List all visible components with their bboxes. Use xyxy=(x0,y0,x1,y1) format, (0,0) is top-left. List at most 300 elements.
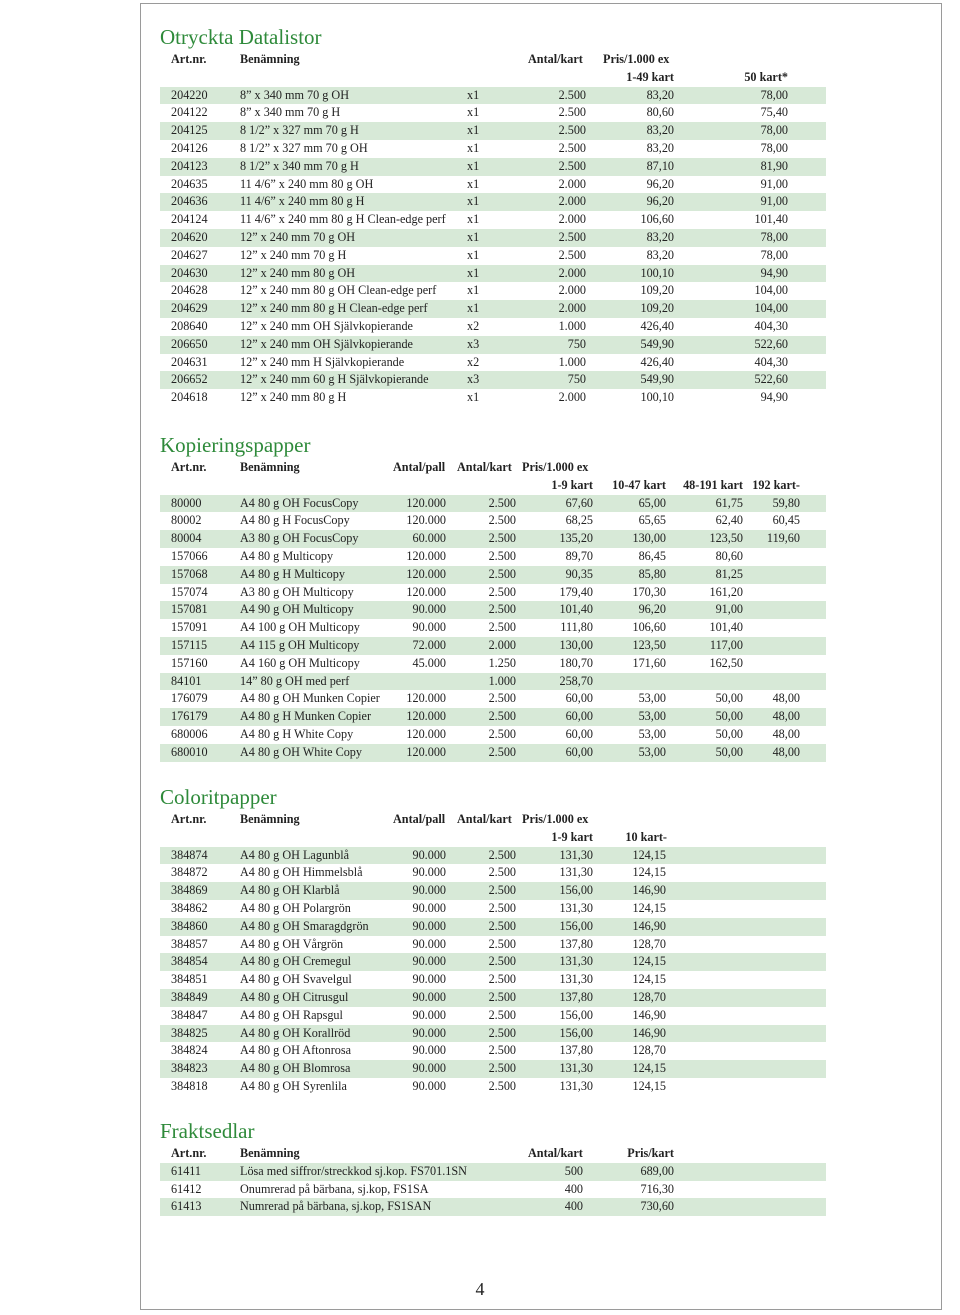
cell-antal-pall: 120.000 xyxy=(406,566,446,581)
cell-benamning: 12” x 240 mm 70 g OH xyxy=(240,229,356,244)
subheader-3: 48-191 kart xyxy=(683,477,743,492)
cell-pris-50: 104,00 xyxy=(754,283,788,298)
cell-pris-1-9: 131,30 xyxy=(559,954,593,969)
cell-antal-kart: x1 xyxy=(467,140,480,155)
cell-art-nr: 384872 xyxy=(171,865,208,880)
cell-benamning: 12” x 240 mm 80 g OH xyxy=(240,265,356,280)
cell-pris-50: 78,00 xyxy=(760,229,788,244)
cell-pris-50: 91,00 xyxy=(760,194,788,209)
cell-antal-pall: 90.000 xyxy=(412,1043,446,1058)
cell-art-nr: 157074 xyxy=(171,584,208,599)
cell-antal-ex: 2.500 xyxy=(558,229,586,244)
cell-art-nr: 680010 xyxy=(171,744,208,759)
cell-pris-1-49: 109,20 xyxy=(640,283,674,298)
cell-pris-48-191: 50,00 xyxy=(715,744,743,759)
cell-benamning: A4 80 g OH Korallröd xyxy=(240,1025,351,1040)
cell-art-nr: 384818 xyxy=(171,1078,208,1093)
cell-pris-10: 146,90 xyxy=(632,1025,666,1040)
table-row xyxy=(160,953,826,971)
cell-pris-50: 404,30 xyxy=(754,318,788,333)
cell-pris-1-9: 101,40 xyxy=(559,602,593,617)
cell-antal-pall: 90.000 xyxy=(412,1007,446,1022)
cell-benamning: 12” x 240 mm OH Självkopierande xyxy=(240,336,413,351)
cell-antal-pall: 120.000 xyxy=(406,495,446,510)
cell-art-nr: 384874 xyxy=(171,847,208,862)
cell-antal-kart: 2.500 xyxy=(488,847,516,862)
cell-benamning: A4 80 g OH Citrusgul xyxy=(240,989,349,1004)
cell-pris-1-9: 137,80 xyxy=(559,1043,593,1058)
cell-pris-50: 104,00 xyxy=(754,301,788,316)
cell-antal-kart: 2.500 xyxy=(488,548,516,563)
cell-benamning: A4 80 g OH Lagunblå xyxy=(240,847,349,862)
cell-antal-pall: 90.000 xyxy=(412,1025,446,1040)
table-row xyxy=(160,882,826,900)
cell-benamning: 8” x 340 mm 70 g H xyxy=(240,105,341,120)
header-benamning: Benämning xyxy=(240,812,300,826)
cell-antal-kart: x1 xyxy=(467,123,480,138)
table-row xyxy=(160,566,826,584)
cell-pris-1-9: 131,30 xyxy=(559,1078,593,1093)
cell-pris-1-49: 549,90 xyxy=(640,336,674,351)
cell-pris-48-191: 50,00 xyxy=(715,726,743,741)
table-header xyxy=(160,1145,826,1163)
cell-antal-kart: 500 xyxy=(564,1163,583,1178)
cell-pris-10-47: 171,60 xyxy=(632,655,666,670)
cell-antal-kart: x2 xyxy=(467,354,480,369)
cell-antal-pall: 90.000 xyxy=(412,1078,446,1093)
table-row xyxy=(160,354,826,372)
cell-art-nr: 204630 xyxy=(171,265,208,280)
cell-pris-1-9: 156,00 xyxy=(559,883,593,898)
cell-antal-kart: 2.500 xyxy=(488,918,516,933)
cell-pris-48-191: 81,25 xyxy=(715,566,743,581)
table-body xyxy=(160,495,826,762)
header-artnr: Art.nr. xyxy=(171,52,207,66)
table-row xyxy=(160,1078,826,1096)
cell-pris-1-49: 83,20 xyxy=(646,247,674,262)
table-subheader xyxy=(160,477,826,495)
cell-benamning: A3 80 g OH Multicopy xyxy=(240,584,354,599)
cell-benamning: A4 80 g H White Copy xyxy=(240,726,354,741)
table-row xyxy=(160,176,826,194)
table-header xyxy=(160,51,826,69)
cell-art-nr: 204126 xyxy=(171,140,208,155)
cell-pris-1-49: 426,40 xyxy=(640,354,674,369)
cell-antal-kart: x3 xyxy=(467,372,480,387)
cell-pris-10-47: 85,80 xyxy=(638,566,666,581)
cell-art-nr: 384862 xyxy=(171,900,208,915)
cell-art-nr: 204636 xyxy=(171,194,208,209)
cell-antal-ex: 2.000 xyxy=(558,212,586,227)
subheader-1: 1-49 kart xyxy=(626,69,674,84)
cell-antal-pall: 90.000 xyxy=(412,954,446,969)
cell-antal-kart: 2.500 xyxy=(488,954,516,969)
cell-art-nr: 384860 xyxy=(171,918,208,933)
cell-antal-kart: 2.500 xyxy=(488,513,516,528)
cell-art-nr: 80004 xyxy=(171,531,202,546)
table-row xyxy=(160,989,826,1007)
cell-benamning: A4 80 g OH Cremegul xyxy=(240,954,352,969)
cell-pris-192: 48,00 xyxy=(772,691,800,706)
cell-art-nr: 204124 xyxy=(171,212,208,227)
cell-pris-50: 81,90 xyxy=(760,158,788,173)
cell-pris-1-9: 135,20 xyxy=(559,531,593,546)
section-kopieringspapper xyxy=(160,432,826,762)
header-antal-pall: Antal/pall xyxy=(393,812,446,826)
cell-pris-10-47: 53,00 xyxy=(638,691,666,706)
cell-art-nr: 680006 xyxy=(171,726,208,741)
table-row xyxy=(160,229,826,247)
cell-benamning: 8 1/2” x 327 mm 70 g H xyxy=(240,123,359,138)
table-row xyxy=(160,726,826,744)
cell-antal-pall: 72.000 xyxy=(412,637,446,652)
cell-pris-1-9: 60,00 xyxy=(565,726,593,741)
table-row xyxy=(160,140,826,158)
subheader-1: 1-9 kart xyxy=(551,477,593,492)
cell-antal-kart: 400 xyxy=(564,1199,583,1214)
cell-benamning: A4 80 g OH Polargrön xyxy=(240,900,351,915)
table-row xyxy=(160,193,826,211)
cell-art-nr: 206652 xyxy=(171,372,208,387)
table-body xyxy=(160,847,826,1096)
cell-pris-10: 124,15 xyxy=(632,972,666,987)
table-row xyxy=(160,601,826,619)
page-number: 4 xyxy=(475,1279,485,1299)
cell-pris-1-49: 106,60 xyxy=(640,212,674,227)
table-body xyxy=(160,1163,826,1216)
table-subheader xyxy=(160,69,826,87)
header-antal-kart: Antal/kart xyxy=(528,1146,583,1160)
table-header xyxy=(160,811,826,829)
cell-antal-kart: 2.500 xyxy=(488,972,516,987)
cell-art-nr: 61413 xyxy=(171,1199,202,1214)
cell-benamning: Onumrerad på bärbana, sj.kop, FS1SA xyxy=(240,1181,429,1196)
cell-pris-192: 48,00 xyxy=(772,709,800,724)
cell-art-nr: 80002 xyxy=(171,513,202,528)
cell-benamning: A4 80 g H Munken Copier xyxy=(240,709,372,724)
table-row xyxy=(160,1025,826,1043)
cell-pris-48-191: 50,00 xyxy=(715,709,743,724)
cell-pris-1-9: 156,00 xyxy=(559,1025,593,1040)
cell-antal-kart: x1 xyxy=(467,247,480,262)
section-fraktsedlar xyxy=(160,1118,826,1216)
cell-antal-pall: 60.000 xyxy=(412,531,446,546)
cell-pris-48-191: 91,00 xyxy=(715,602,743,617)
cell-pris-1-9: 137,80 xyxy=(559,989,593,1004)
cell-antal-kart: 2.500 xyxy=(488,584,516,599)
header-pris: Pris/1.000 ex xyxy=(522,812,589,826)
cell-art-nr: 204635 xyxy=(171,176,208,191)
cell-antal-ex: 1.000 xyxy=(558,318,586,333)
cell-pris-1-9: 131,30 xyxy=(559,972,593,987)
cell-pris-48-191: 101,40 xyxy=(709,620,743,635)
cell-pris-kart: 689,00 xyxy=(640,1163,674,1178)
table-row xyxy=(160,104,826,122)
cell-pris-1-9: 131,30 xyxy=(559,865,593,880)
cell-art-nr: 204125 xyxy=(171,123,208,138)
cell-antal-kart: x1 xyxy=(467,176,480,191)
cell-pris-1-49: 83,20 xyxy=(646,140,674,155)
header-pris: Pris/1.000 ex xyxy=(603,52,670,66)
cell-pris-50: 78,00 xyxy=(760,123,788,138)
section-title: Fraktsedlar xyxy=(160,1119,255,1143)
cell-antal-ex: 2.000 xyxy=(558,301,586,316)
cell-antal-ex: 2.000 xyxy=(558,194,586,209)
cell-art-nr: 384824 xyxy=(171,1043,208,1058)
cell-pris-50: 94,90 xyxy=(760,265,788,280)
cell-benamning: A4 115 g OH Multicopy xyxy=(240,637,360,652)
cell-pris-48-191: 162,50 xyxy=(709,655,743,670)
cell-pris-1-49: 83,20 xyxy=(646,229,674,244)
cell-benamning: A4 80 g OH White Copy xyxy=(240,744,362,759)
cell-antal-kart: 2.500 xyxy=(488,495,516,510)
cell-benamning: A4 80 g OH Vårgrön xyxy=(240,936,344,951)
cell-art-nr: 384869 xyxy=(171,883,208,898)
cell-pris-10: 124,15 xyxy=(632,865,666,880)
section-otryckta-datalistor xyxy=(160,24,826,407)
cell-benamning: A4 80 g OH Klarblå xyxy=(240,883,340,898)
cell-benamning: A4 80 g H Multicopy xyxy=(240,566,345,581)
cell-antal-ex: 1.000 xyxy=(558,354,586,369)
cell-pris-1-9: 137,80 xyxy=(559,936,593,951)
table-row xyxy=(160,548,826,566)
cell-antal-kart: 2.500 xyxy=(488,1007,516,1022)
cell-art-nr: 176179 xyxy=(171,709,208,724)
cell-art-nr: 61411 xyxy=(171,1163,202,1178)
cell-pris-10: 124,15 xyxy=(632,1061,666,1076)
cell-antal-pall: 90.000 xyxy=(412,883,446,898)
cell-pris-10: 146,90 xyxy=(632,1007,666,1022)
cell-antal-pall: 90.000 xyxy=(412,918,446,933)
cell-antal-kart: 2.500 xyxy=(488,865,516,880)
table-row xyxy=(160,584,826,602)
cell-antal-ex: 2.500 xyxy=(558,140,586,155)
cell-pris-1-9: 131,30 xyxy=(559,900,593,915)
cell-pris-48-191: 161,20 xyxy=(709,584,743,599)
cell-art-nr: 157115 xyxy=(171,637,208,652)
cell-antal-pall: 90.000 xyxy=(412,900,446,915)
cell-pris-1-9: 60,00 xyxy=(565,744,593,759)
cell-benamning: A4 80 g Multicopy xyxy=(240,548,334,563)
cell-pris-1-49: 100,10 xyxy=(640,265,674,280)
cell-pris-10-47: 106,60 xyxy=(632,620,666,635)
cell-pris-10: 128,70 xyxy=(632,1043,666,1058)
cell-art-nr: 208640 xyxy=(171,318,208,333)
cell-art-nr: 384825 xyxy=(171,1025,208,1040)
table-row xyxy=(160,158,826,176)
cell-pris-1-49: 83,20 xyxy=(646,123,674,138)
cell-art-nr: 206650 xyxy=(171,336,208,351)
table-row xyxy=(160,1181,826,1199)
cell-antal-kart: 2.500 xyxy=(488,1043,516,1058)
cell-pris-1-49: 83,20 xyxy=(646,87,674,102)
cell-pris-1-49: 549,90 xyxy=(640,372,674,387)
cell-pris-kart: 730,60 xyxy=(640,1199,674,1214)
cell-antal-pall: 90.000 xyxy=(412,989,446,1004)
cell-pris-50: 78,00 xyxy=(760,247,788,262)
subheader-2: 50 kart* xyxy=(744,69,788,84)
cell-pris-1-49: 109,20 xyxy=(640,301,674,316)
table-row xyxy=(160,619,826,637)
cell-pris-48-191: 123,50 xyxy=(709,531,743,546)
table-row xyxy=(160,247,826,265)
table-row xyxy=(160,389,826,407)
table-row xyxy=(160,1163,826,1181)
table-row xyxy=(160,918,826,936)
cell-antal-kart: 2.500 xyxy=(488,566,516,581)
cell-pris-10-47: 170,30 xyxy=(632,584,666,599)
cell-pris-1-49: 426,40 xyxy=(640,318,674,333)
cell-antal-kart: 400 xyxy=(564,1181,583,1196)
cell-benamning: A4 80 g OH Blomrosa xyxy=(240,1061,351,1076)
cell-art-nr: 204620 xyxy=(171,229,208,244)
header-benamning: Benämning xyxy=(240,1146,300,1160)
cell-antal-pall: 90.000 xyxy=(412,602,446,617)
table-row xyxy=(160,971,826,989)
section-title: Otryckta Datalistor xyxy=(160,25,322,49)
cell-antal-pall: 120.000 xyxy=(406,513,446,528)
cell-pris-10-47: 53,00 xyxy=(638,709,666,724)
section-title: Coloritpapper xyxy=(160,785,277,809)
header-artnr: Art.nr. xyxy=(171,812,207,826)
table-body xyxy=(160,87,826,407)
cell-pris-192: 60,45 xyxy=(772,513,800,528)
cell-pris-10-47: 65,00 xyxy=(638,495,666,510)
cell-antal-kart: 2.500 xyxy=(488,531,516,546)
cell-pris-10-47: 123,50 xyxy=(632,637,666,652)
cell-pris-192: 48,00 xyxy=(772,744,800,759)
cell-pris-10-47: 96,20 xyxy=(638,602,666,617)
subheader-1: 1-9 kart xyxy=(551,829,593,844)
cell-antal-kart: 2.500 xyxy=(488,691,516,706)
table-row xyxy=(160,1198,826,1216)
cell-pris-192: 48,00 xyxy=(772,726,800,741)
cell-antal-ex: 2.500 xyxy=(558,105,586,120)
cell-benamning: 11 4/6” x 240 mm 80 g OH xyxy=(240,176,374,191)
cell-benamning: A4 80 g OH Aftonrosa xyxy=(240,1043,352,1058)
cell-antal-pall: 90.000 xyxy=(412,936,446,951)
cell-benamning: 11 4/6” x 240 mm 80 g H Clean-edge perf xyxy=(240,212,446,227)
table-row xyxy=(160,936,826,954)
cell-benamning: A4 90 g OH Multicopy xyxy=(240,602,354,617)
cell-antal-kart: x1 xyxy=(467,390,480,405)
cell-antal-kart: x1 xyxy=(467,87,480,102)
table-row xyxy=(160,900,826,918)
cell-antal-kart: 2.500 xyxy=(488,1061,516,1076)
cell-antal-kart: x1 xyxy=(467,105,480,120)
cell-antal-kart: 2.500 xyxy=(488,989,516,1004)
header-antal-kart: Antal/kart xyxy=(528,52,583,66)
cell-art-nr: 157066 xyxy=(171,548,208,563)
cell-pris-10-47: 65,65 xyxy=(638,513,666,528)
cell-benamning: 12” x 240 mm H Självkopierande xyxy=(240,354,405,369)
cell-benamning: A4 160 g OH Multicopy xyxy=(240,655,360,670)
cell-antal-kart: 1.250 xyxy=(488,655,516,670)
cell-pris-10: 124,15 xyxy=(632,954,666,969)
cell-antal-kart: 2.500 xyxy=(488,1078,516,1093)
cell-pris-1-9: 156,00 xyxy=(559,1007,593,1022)
cell-benamning: 8 1/2” x 327 mm 70 g OH xyxy=(240,140,368,155)
cell-art-nr: 384857 xyxy=(171,936,208,951)
cell-pris-10: 128,70 xyxy=(632,989,666,1004)
cell-pris-50: 75,40 xyxy=(760,105,788,120)
cell-pris-50: 94,90 xyxy=(760,390,788,405)
cell-art-nr: 61412 xyxy=(171,1181,202,1196)
cell-antal-pall: 90.000 xyxy=(412,1061,446,1076)
cell-antal-kart: 2.500 xyxy=(488,620,516,635)
cell-antal-ex: 2.000 xyxy=(558,265,586,280)
header-pris: Pris/1.000 ex xyxy=(522,460,589,474)
table-row xyxy=(160,282,826,300)
cell-antal-pall: 90.000 xyxy=(412,620,446,635)
cell-benamning: A3 80 g OH FocusCopy xyxy=(240,531,359,546)
cell-antal-ex: 2.000 xyxy=(558,390,586,405)
table-row xyxy=(160,530,826,548)
cell-pris-1-9: 67,60 xyxy=(565,495,593,510)
table-row xyxy=(160,637,826,655)
cell-benamning: A4 80 g OH FocusCopy xyxy=(240,495,359,510)
cell-benamning: A4 100 g OH Multicopy xyxy=(240,620,360,635)
cell-antal-kart: 2.500 xyxy=(488,709,516,724)
cell-benamning: A4 80 g OH Syrenlila xyxy=(240,1078,347,1093)
cell-art-nr: 204631 xyxy=(171,354,208,369)
cell-pris-1-49: 96,20 xyxy=(646,194,674,209)
cell-art-nr: 384854 xyxy=(171,954,208,969)
cell-antal-ex: 2.500 xyxy=(558,158,586,173)
cell-pris-1-9: 130,00 xyxy=(559,637,593,652)
cell-antal-ex: 2.500 xyxy=(558,247,586,262)
cell-antal-pall: 120.000 xyxy=(406,584,446,599)
cell-pris-50: 522,60 xyxy=(754,336,788,351)
section-coloritpapper xyxy=(160,784,826,1096)
cell-pris-10-47: 130,00 xyxy=(632,531,666,546)
cell-art-nr: 204628 xyxy=(171,283,208,298)
cell-pris-1-9: 90,35 xyxy=(565,566,593,581)
cell-antal-kart: 2.000 xyxy=(488,637,516,652)
table-row xyxy=(160,300,826,318)
cell-antal-pall: 45.000 xyxy=(412,655,446,670)
cell-antal-pall: 90.000 xyxy=(412,847,446,862)
header-benamning: Benämning xyxy=(240,460,300,474)
cell-pris-192: 119,60 xyxy=(766,531,800,546)
cell-benamning: A4 80 g OH Himmelsblå xyxy=(240,865,363,880)
cell-antal-kart: 2.500 xyxy=(488,900,516,915)
cell-antal-kart: x3 xyxy=(467,336,480,351)
cell-pris-192: 59,80 xyxy=(772,495,800,510)
cell-art-nr: 157068 xyxy=(171,566,208,581)
cell-art-nr: 204220 xyxy=(171,87,208,102)
cell-benamning: A4 80 g H FocusCopy xyxy=(240,513,350,528)
cell-antal-kart: 2.500 xyxy=(488,1025,516,1040)
header-antal-kart: Antal/kart xyxy=(457,812,512,826)
cell-art-nr: 384849 xyxy=(171,989,208,1004)
cell-pris-50: 404,30 xyxy=(754,354,788,369)
cell-benamning: 12” x 240 mm 60 g H Självkopierande xyxy=(240,372,429,387)
table-row xyxy=(160,122,826,140)
header-antal-kart: Antal/kart xyxy=(457,460,512,474)
cell-antal-ex: 2.000 xyxy=(558,176,586,191)
cell-benamning: 8” x 340 mm 70 g OH xyxy=(240,87,350,102)
table-row xyxy=(160,211,826,229)
cell-pris-1-49: 80,60 xyxy=(646,105,674,120)
cell-pris-1-9: 60,00 xyxy=(565,691,593,706)
cell-antal-ex: 2.000 xyxy=(558,283,586,298)
cell-antal-ex: 2.500 xyxy=(558,123,586,138)
cell-art-nr: 204627 xyxy=(171,247,208,262)
cell-pris-48-191: 117,00 xyxy=(709,637,743,652)
cell-pris-1-9: 60,00 xyxy=(565,709,593,724)
cell-antal-kart: 1.000 xyxy=(488,673,516,688)
